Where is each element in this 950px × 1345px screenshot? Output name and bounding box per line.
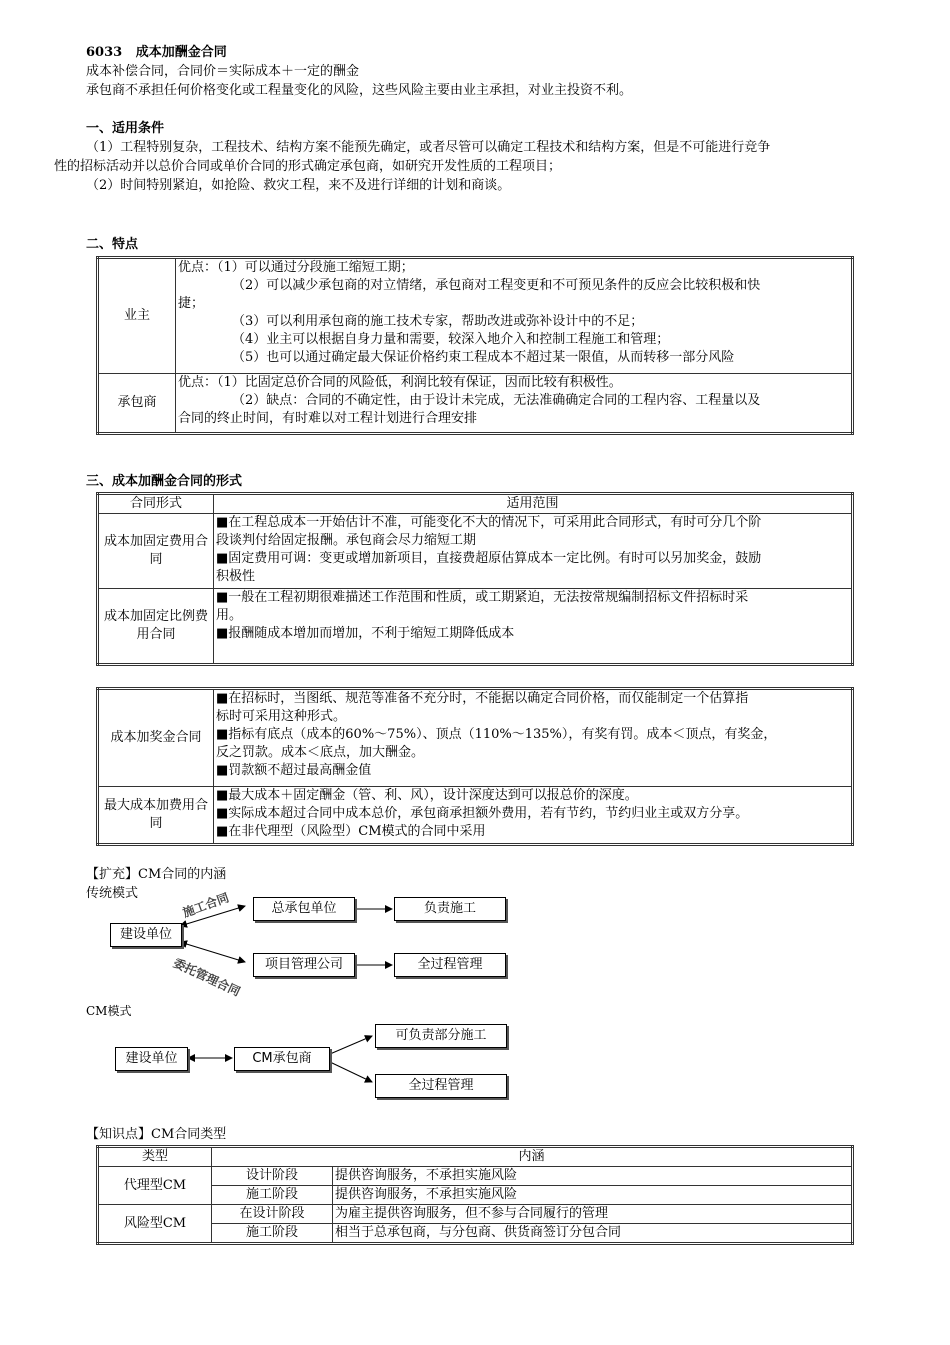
stage-cell: 施工阶段 — [212, 1224, 333, 1244]
contractor-line: 合同的终止时间，有时难以对工程计划进行合理安排 — [178, 411, 478, 426]
contractor-line: （2）缺点：合同的不确定性，由于设计未完成，无法准确确定合同的工程内容、工程量以及 — [232, 393, 761, 408]
section1-heading: 一、适用条件 — [86, 121, 165, 136]
form-name: 成本加固定费用合同 — [98, 514, 214, 589]
scope-line: ■报酬随成本增加而增加，不利于缩短工期降低成本 — [216, 626, 515, 641]
pm-company-box: 项目管理公司 — [253, 953, 355, 977]
col-scope-header: 适用范围 — [214, 494, 853, 514]
section2-heading: 二、特点 — [86, 237, 139, 252]
owner-line: 捷； — [178, 296, 205, 311]
table-row — [98, 1167, 853, 1186]
col-meaning-header: 内涵 — [212, 1147, 853, 1167]
table-row — [98, 1205, 853, 1224]
section1-item1-b: 性的招标活动并以总价合同或单价合同的形式确定承包商，如研究开发性质的工程项目； — [54, 159, 562, 174]
cm-owner-box: 建设单位 — [115, 1047, 188, 1071]
owner-line: （4）业主可以根据自身力量和需要，较深入地介入和控制工程施工和管理； — [232, 332, 670, 347]
form-name: 最大成本加费用合同 — [98, 787, 214, 845]
cm-whole-box: 全过程管理 — [375, 1074, 507, 1098]
knowledge-heading: 【知识点】CM合同类型 — [86, 1127, 227, 1142]
entrust-arrow-label: 委托管理合同 — [171, 955, 243, 999]
construction-box: 负责施工 — [394, 897, 506, 921]
form-name: 成本加固定比例费用合同 — [98, 589, 214, 665]
cm-arrow-partial — [330, 1036, 372, 1054]
section3-heading: 三、成本加酬金合同的形式 — [86, 474, 243, 489]
general-contractor-box: 总承包单位 — [253, 897, 355, 921]
scope-line: ■在招标时，当图纸、规范等准备不充分时，不能据以确定合同价格，而仅能制定一个估算指 — [216, 691, 749, 706]
section1-item2: （2）时间特别紧迫，如抢险、救灾工程，来不及进行详细的计划和商谈。 — [86, 178, 511, 193]
scope-line: ■最大成本＋固定酬金（管、利、风），设计深度达到可以报总价的深度。 — [216, 788, 638, 803]
traditional-label: 传统模式 — [86, 886, 139, 901]
meaning-cell: 相当于总承包商，与分包商、供货商签订分包合同 — [333, 1224, 853, 1244]
scope-line: ■罚款额不超过最高酬金值 — [216, 763, 372, 778]
scope-line: ■实际成本超过合同中成本总价，承包商承担额外费用，若有节约，节约归业主或双方分享。 — [216, 806, 749, 821]
cm-types-table — [96, 1145, 854, 1245]
scope-line: 标时可采用这种形式。 — [216, 709, 347, 724]
contractor-label: 承包商 — [98, 374, 176, 434]
table-row — [98, 1186, 853, 1205]
intro-line-2: 承包商不承担任何价格变化或工程量变化的风险，这些风险主要由业主承担，对业主投资不利。 — [86, 83, 633, 98]
scope-line: 用。 — [216, 608, 243, 623]
owner-label: 业主 — [98, 258, 176, 374]
table-row — [98, 1224, 853, 1244]
contract-arrow-label: 施工合同 — [180, 890, 231, 921]
owner-line: （5）也可以通过确定最大保证价格约束工程成本不超过某一限值，从而转移一部分风险 — [232, 350, 735, 365]
cm-contractor-box: CM承包商 — [234, 1047, 330, 1071]
owner-box: 建设单位 — [110, 923, 182, 947]
cm-arrow-whole — [330, 1062, 372, 1082]
agency-type-cell: 代理型CM — [98, 1167, 212, 1205]
scope-line: 段谈判付给固定报酬。承包商会尽力缩短工期 — [216, 533, 477, 548]
intro-line-1: 成本补偿合同，合同价＝实际成本＋一定的酬金 — [86, 64, 360, 79]
scope-line: ■在非代理型（风险型）CM模式的合同中采用 — [216, 824, 486, 839]
meaning-cell: 提供咨询服务，不承担实施风险 — [333, 1186, 853, 1205]
scope-line: 积极性 — [216, 569, 256, 584]
col-form-header: 合同形式 — [98, 494, 214, 514]
form-name: 成本加奖金合同 — [98, 689, 214, 787]
table-header-row — [98, 1147, 853, 1167]
doc-code: 6033 — [86, 45, 123, 60]
stage-cell: 设计阶段 — [212, 1167, 333, 1186]
scope-line: ■在工程总成本一开始估计不准，可能变化不大的情况下，可采用此合同形式，有时可分几个阶 — [216, 515, 762, 530]
meaning-cell: 为雇主提供咨询服务，但不参与合同履行的管理 — [333, 1205, 853, 1224]
scope-line: ■指标有底点（成本的60%～75%）、顶点（110%～135%），有奖有罚。成本＜顶点，有奖金， — [216, 727, 777, 742]
owner-line: （2）可以减少承包商的对立情绪，承包商对工程变更和不可预见条件的反应会比较积极和快 — [232, 278, 761, 293]
scope-line: ■一般在工程初期很难描述工作范围和性质，或工期紧迫，无法按常规编制招标文件招标时采 — [216, 590, 749, 605]
stage-cell: 施工阶段 — [212, 1186, 333, 1205]
stage-cell: 在设计阶段 — [212, 1205, 333, 1224]
cm-partial-box: 可负责部分施工 — [375, 1024, 507, 1048]
meaning-cell: 提供咨询服务，不承担实施风险 — [333, 1167, 853, 1186]
col-type-header: 类型 — [98, 1147, 212, 1167]
scope-line: ■固定费用可调：变更或增加新项目，直接费超原估算成本一定比例。有时可以另加奖金，鼓励 — [216, 551, 762, 566]
doc-title-text: 成本加酬金合同 — [135, 45, 227, 60]
expand-heading: 【扩充】CM合同的内涵 — [86, 867, 227, 882]
whole-process-box: 全过程管理 — [394, 953, 506, 977]
owner-line: 优点：（1）可以通过分段施工缩短工期； — [178, 260, 414, 275]
risk-type-cell: 风险型CM — [98, 1205, 212, 1244]
owner-line: （3）可以利用承包商的施工技术专家，帮助改进或弥补设计中的不足； — [232, 314, 644, 329]
section1-item1-a: （1）工程特别复杂，工程技术、结构方案不能预先确定，或者尽管可以确定工程技术和结构方案，但是不可能进行竞争 — [86, 140, 771, 155]
scope-line: 反之罚款。成本＜底点，加大酬金。 — [216, 745, 425, 760]
cm-mode-label: CM模式 — [86, 1004, 132, 1018]
contractor-line: 优点：（1）比固定总价合同的风险低，利润比较有保证，因而比较有积极性。 — [178, 375, 622, 390]
